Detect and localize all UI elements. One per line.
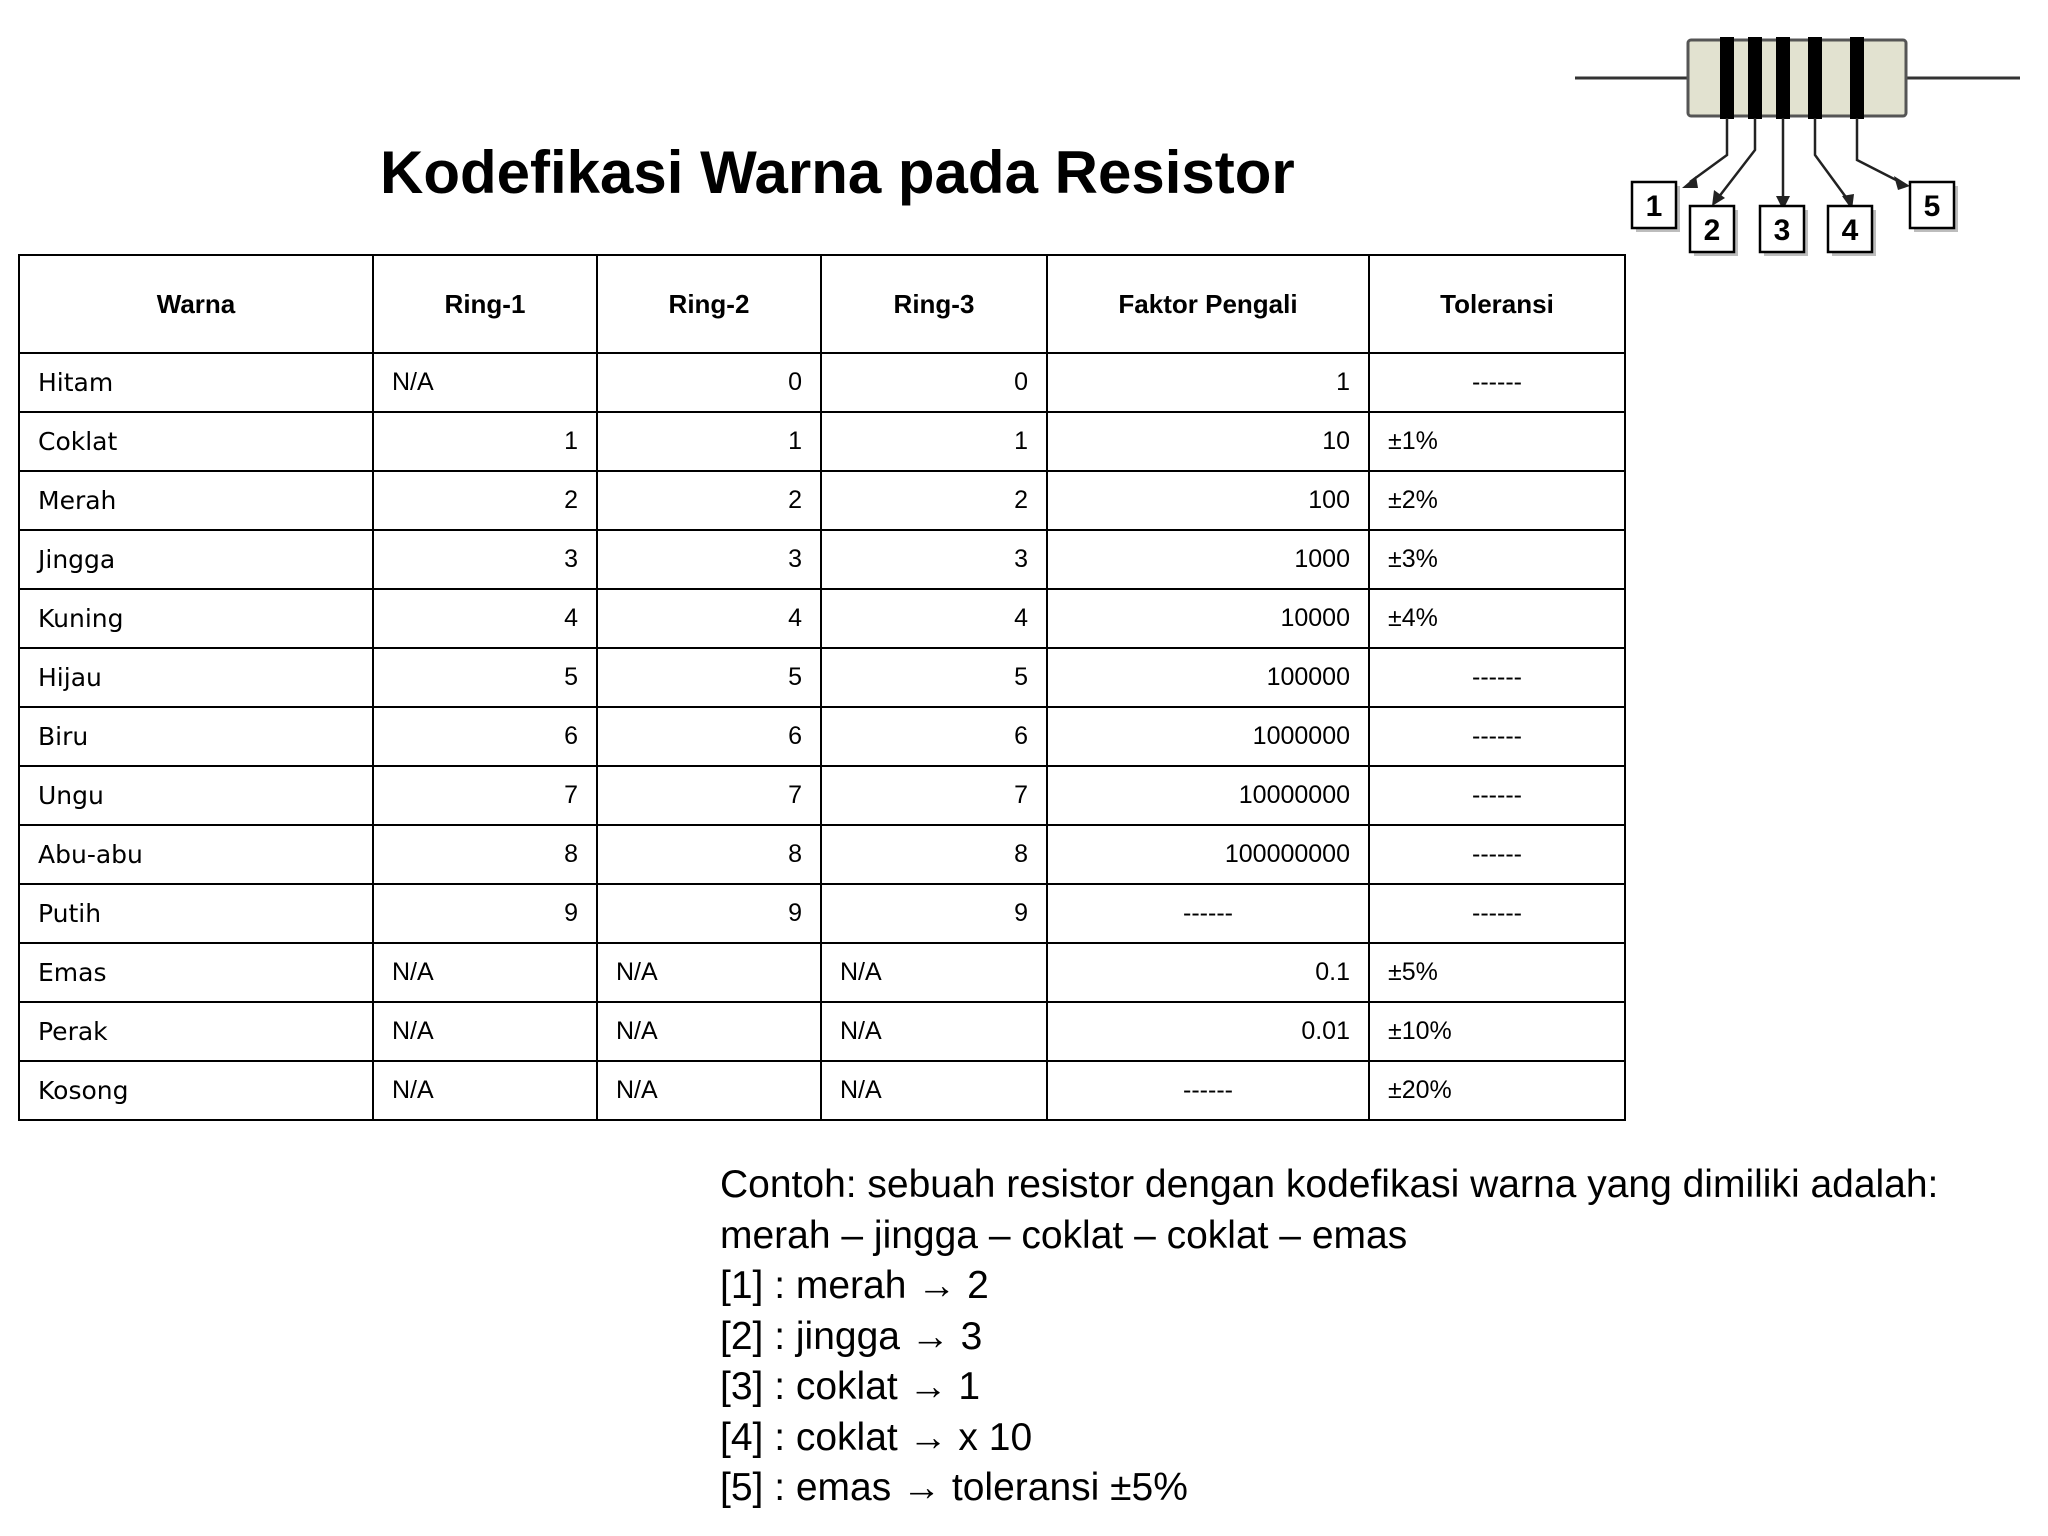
table-row [19,412,1625,471]
label-box-5 [1910,182,1958,232]
cell-toleransi: ------ [1369,648,1625,707]
cell-ring-1: 3 [373,530,597,589]
table-row [19,1002,1625,1061]
cell-faktor-pengali: 10000 [1047,589,1369,648]
cell-ring-2: 3 [597,530,821,589]
resistor-band-5 [1850,37,1864,119]
header-ring-1: Ring-1 [373,255,597,353]
table-row [19,1061,1625,1120]
cell-warna: Emas [19,943,373,1002]
cell-faktor-pengali: 0.1 [1047,943,1369,1002]
cell-warna: Coklat [19,412,373,471]
cell-ring-1: 1 [373,412,597,471]
resistor-band-3 [1776,37,1790,119]
cell-ring-1: 9 [373,884,597,943]
cell-ring-3: 5 [821,648,1047,707]
cell-faktor-pengali: 100 [1047,471,1369,530]
table-row [19,648,1625,707]
cell-ring-2: N/A [597,1061,821,1120]
cell-ring-3: 8 [821,825,1047,884]
table-row [19,707,1625,766]
cell-ring-1: N/A [373,943,597,1002]
table-row [19,825,1625,884]
cell-toleransi: ±2% [1369,471,1625,530]
label-box-3 [1760,206,1808,256]
cell-ring-2: 8 [597,825,821,884]
cell-faktor-pengali: 100000000 [1047,825,1369,884]
example-step-2: [2] : jingga → 3 [720,1314,983,1358]
label-box-1 [1632,182,1680,232]
cell-ring-2: 1 [597,412,821,471]
cell-toleransi: ±4% [1369,589,1625,648]
pointer-line-5 [1857,118,1900,182]
label-1: 1 [1645,190,1663,223]
table-row [19,943,1625,1002]
cell-warna: Hijau [19,648,373,707]
header-toleransi: Toleransi [1369,255,1625,353]
cell-ring-2: 2 [597,471,821,530]
example-step-5: [5] : emas → toleransi ±5% [720,1466,1188,1509]
table-row [19,884,1625,943]
table-row [19,589,1625,648]
cell-faktor-pengali: 1 [1047,353,1369,412]
cell-ring-1: 5 [373,648,597,707]
cell-ring-1: N/A [373,1002,597,1061]
cell-ring-2: 9 [597,884,821,943]
cell-faktor-pengali: 1000000 [1047,707,1369,766]
example-color-sequence: merah – jingga – coklat – coklat – emas [720,1213,1408,1257]
pointer-arrow-5 [1894,176,1910,190]
cell-ring-2: N/A [597,943,821,1002]
resistor-band-1 [1720,37,1734,119]
cell-ring-3: N/A [821,1061,1047,1120]
cell-ring-2: 0 [597,353,821,412]
cell-ring-1: 7 [373,766,597,825]
cell-ring-3: N/A [821,1002,1047,1061]
cell-toleransi: ------ [1369,707,1625,766]
label-2: 2 [1703,214,1721,247]
cell-warna: Kuning [19,589,373,648]
cell-ring-3: 6 [821,707,1047,766]
cell-warna: Ungu [19,766,373,825]
cell-warna: Biru [19,707,373,766]
cell-faktor-pengali: 0.01 [1047,1002,1369,1061]
cell-ring-3: 7 [821,766,1047,825]
header-warna: Warna [19,255,373,353]
cell-ring-2: 7 [597,766,821,825]
cell-warna: Jingga [19,530,373,589]
cell-faktor-pengali: 10000000 [1047,766,1369,825]
cell-toleransi: ------ [1369,353,1625,412]
example-intro: Contoh: sebuah resistor dengan kodefikasi warna yang dimiliki adalah: [720,1163,1939,1206]
cell-faktor-pengali: 10 [1047,412,1369,471]
cell-faktor-pengali: ------ [1047,1061,1369,1120]
cell-faktor-pengali: 1000 [1047,530,1369,589]
page-title: Kodefikasi Warna pada Resistor [380,139,1295,206]
resistor-band-2 [1748,37,1762,119]
cell-ring-3: 2 [821,471,1047,530]
cell-ring-2: 5 [597,648,821,707]
label-5: 5 [1923,190,1941,223]
cell-ring-1: 2 [373,471,597,530]
table-header-row [19,255,1625,353]
label-box-2 [1690,206,1738,256]
cell-toleransi: ------ [1369,825,1625,884]
cell-ring-1: 8 [373,825,597,884]
cell-ring-1: 6 [373,707,597,766]
cell-toleransi: ±5% [1369,943,1625,1002]
resistor-diagram [1575,20,2045,270]
cell-warna: Merah [19,471,373,530]
cell-ring-2: 6 [597,707,821,766]
cell-toleransi: ±3% [1369,530,1625,589]
cell-ring-2: N/A [597,1002,821,1061]
pointer-line-1 [1690,118,1727,182]
label-4: 4 [1841,214,1859,247]
table-row [19,530,1625,589]
cell-toleransi: ------ [1369,884,1625,943]
cell-ring-3: 3 [821,530,1047,589]
label-box-4 [1828,206,1876,256]
pointer-line-4 [1815,118,1848,200]
cell-ring-3: 0 [821,353,1047,412]
table-row [19,353,1625,412]
header-ring-2: Ring-2 [597,255,821,353]
example-step-1: [1] : merah → 2 [720,1264,989,1307]
cell-warna: Perak [19,1002,373,1061]
table-row [19,766,1625,825]
example-step-3: [3] : coklat → 1 [720,1365,981,1408]
cell-warna: Kosong [19,1061,373,1120]
cell-warna: Abu-abu [19,825,373,884]
cell-ring-3: 1 [821,412,1047,471]
example-step-4: [4] : coklat → x 10 [720,1415,1033,1459]
cell-faktor-pengali: 100000 [1047,648,1369,707]
cell-toleransi: ±10% [1369,1002,1625,1061]
cell-warna: Putih [19,884,373,943]
label-3: 3 [1773,214,1791,247]
resistor-band-4 [1808,37,1822,119]
table-row [19,471,1625,530]
cell-toleransi: ------ [1369,766,1625,825]
pointer-arrow-1 [1682,176,1698,188]
cell-ring-2: 4 [597,589,821,648]
cell-warna: Hitam [19,353,373,412]
cell-ring-3: N/A [821,943,1047,1002]
cell-ring-3: 9 [821,884,1047,943]
header-ring-3: Ring-3 [821,255,1047,353]
cell-ring-1: N/A [373,353,597,412]
header-faktor-pengali: Faktor Pengali [1047,255,1369,353]
cell-toleransi: ±20% [1369,1061,1625,1120]
cell-ring-1: 4 [373,589,597,648]
cell-ring-1: N/A [373,1061,597,1120]
cell-ring-3: 4 [821,589,1047,648]
cell-toleransi: ±1% [1369,412,1625,471]
color-code-table [18,254,1626,1121]
example-text [720,1160,2040,1530]
cell-faktor-pengali: ------ [1047,884,1369,943]
